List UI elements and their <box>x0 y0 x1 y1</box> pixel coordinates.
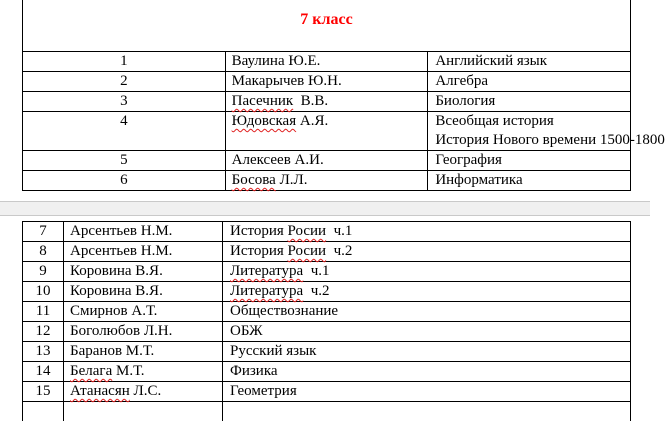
teacher-name: Баранов М.Т. <box>64 342 223 362</box>
schedule-table-part-2 <box>22 221 631 421</box>
row-number: 2 <box>23 72 226 92</box>
teacher-name <box>225 92 428 112</box>
empty-cell <box>64 402 223 421</box>
teacher-initials: Л.С. <box>130 383 161 399</box>
table-row <box>23 52 631 72</box>
row-number: 15 <box>23 382 64 402</box>
teacher-name: Коровина В.Я. <box>64 262 223 282</box>
teacher-initials: А.Я. <box>296 113 328 129</box>
page-1 <box>0 0 650 201</box>
row-number: 8 <box>23 242 64 262</box>
table-row <box>23 112 631 151</box>
table-row <box>23 362 631 382</box>
teacher-name <box>225 112 428 151</box>
teacher-initials: В.В. <box>293 93 328 109</box>
table-row <box>23 242 631 262</box>
teacher-name: Алексеев А.И. <box>225 151 428 171</box>
spellcheck-word: Белага <box>70 363 112 379</box>
table-row <box>23 302 631 322</box>
table-row <box>23 171 631 191</box>
subject-name: Геометрия <box>223 382 631 402</box>
empty-cell <box>223 402 631 421</box>
schedule-table-part-1 <box>22 0 631 191</box>
subject-name: Алгебра <box>428 72 631 92</box>
row-number: 11 <box>23 302 64 322</box>
row-number: 13 <box>23 342 64 362</box>
table-row <box>23 282 631 302</box>
subject-line: Всеобщая история <box>435 112 630 131</box>
row-number: 1 <box>23 52 226 72</box>
title-cell <box>23 0 631 52</box>
spellcheck-word: Пасечник <box>232 93 294 109</box>
table-row <box>23 222 631 242</box>
subject-part: ч.2 <box>303 283 329 299</box>
subject-part: ч.1 <box>326 223 352 239</box>
spellcheck-word: Росии <box>288 243 327 259</box>
spellcheck-word: Росии <box>288 223 327 239</box>
title-row <box>23 0 631 52</box>
table-row <box>23 72 631 92</box>
subject-name <box>223 262 631 282</box>
subject-name <box>428 112 631 151</box>
teacher-name: Арсентьев Н.М. <box>64 242 223 262</box>
subject-name: География <box>428 151 631 171</box>
subject-part: ч.2 <box>326 243 352 259</box>
teacher-name: Ваулина Ю.Е. <box>225 52 428 72</box>
teacher-name: Смирнов А.Т. <box>64 302 223 322</box>
subject-name <box>223 222 631 242</box>
subject-name: Физика <box>223 362 631 382</box>
teacher-name <box>225 171 428 191</box>
subject-name: Информатика <box>428 171 631 191</box>
subject-name: Обществознание <box>223 302 631 322</box>
row-number: 12 <box>23 322 64 342</box>
spellcheck-word: Босова <box>232 172 276 188</box>
page-2 <box>0 216 650 420</box>
table-row <box>23 322 631 342</box>
teacher-name <box>64 362 223 382</box>
subject-name: ОБЖ <box>223 322 631 342</box>
subject-word: История <box>230 243 288 259</box>
table-row <box>23 382 631 402</box>
table-row <box>23 151 631 171</box>
row-number: 14 <box>23 362 64 382</box>
row-number: 7 <box>23 222 64 242</box>
teacher-initials: Л.Л. <box>276 172 308 188</box>
subject-name: Английский язык <box>428 52 631 72</box>
teacher-name <box>64 382 223 402</box>
teacher-name: Макарычев Ю.Н. <box>225 72 428 92</box>
row-number: 4 <box>23 112 226 151</box>
teacher-name: Коровина В.Я. <box>64 282 223 302</box>
row-number: 3 <box>23 92 226 112</box>
subject-name <box>223 242 631 262</box>
subject-word: История <box>230 223 288 239</box>
spellcheck-word: Юдовская <box>232 113 296 129</box>
teacher-name: Арсентьев Н.М. <box>64 222 223 242</box>
row-number: 10 <box>23 282 64 302</box>
row-number: 9 <box>23 262 64 282</box>
spellcheck-word: Литература <box>230 263 303 279</box>
table-row-empty <box>23 402 631 421</box>
subject-name: Биология <box>428 92 631 112</box>
subject-name <box>223 282 631 302</box>
teacher-name: Боголюбов Л.Н. <box>64 322 223 342</box>
subject-part: ч.1 <box>303 263 329 279</box>
row-number: 5 <box>23 151 226 171</box>
class-title: 7 класс <box>300 11 352 28</box>
subject-name: Русский язык <box>223 342 631 362</box>
page-break-gap <box>0 201 650 216</box>
table-row <box>23 342 631 362</box>
table-row <box>23 92 631 112</box>
teacher-initials: М.Т. <box>112 363 144 379</box>
empty-cell <box>23 402 64 421</box>
spellcheck-word: Атанасян <box>70 383 130 399</box>
table-row <box>23 262 631 282</box>
row-number: 6 <box>23 171 226 191</box>
subject-line: История Нового времени 1500-1800 <box>435 131 630 150</box>
spellcheck-word: Литература <box>230 283 303 299</box>
